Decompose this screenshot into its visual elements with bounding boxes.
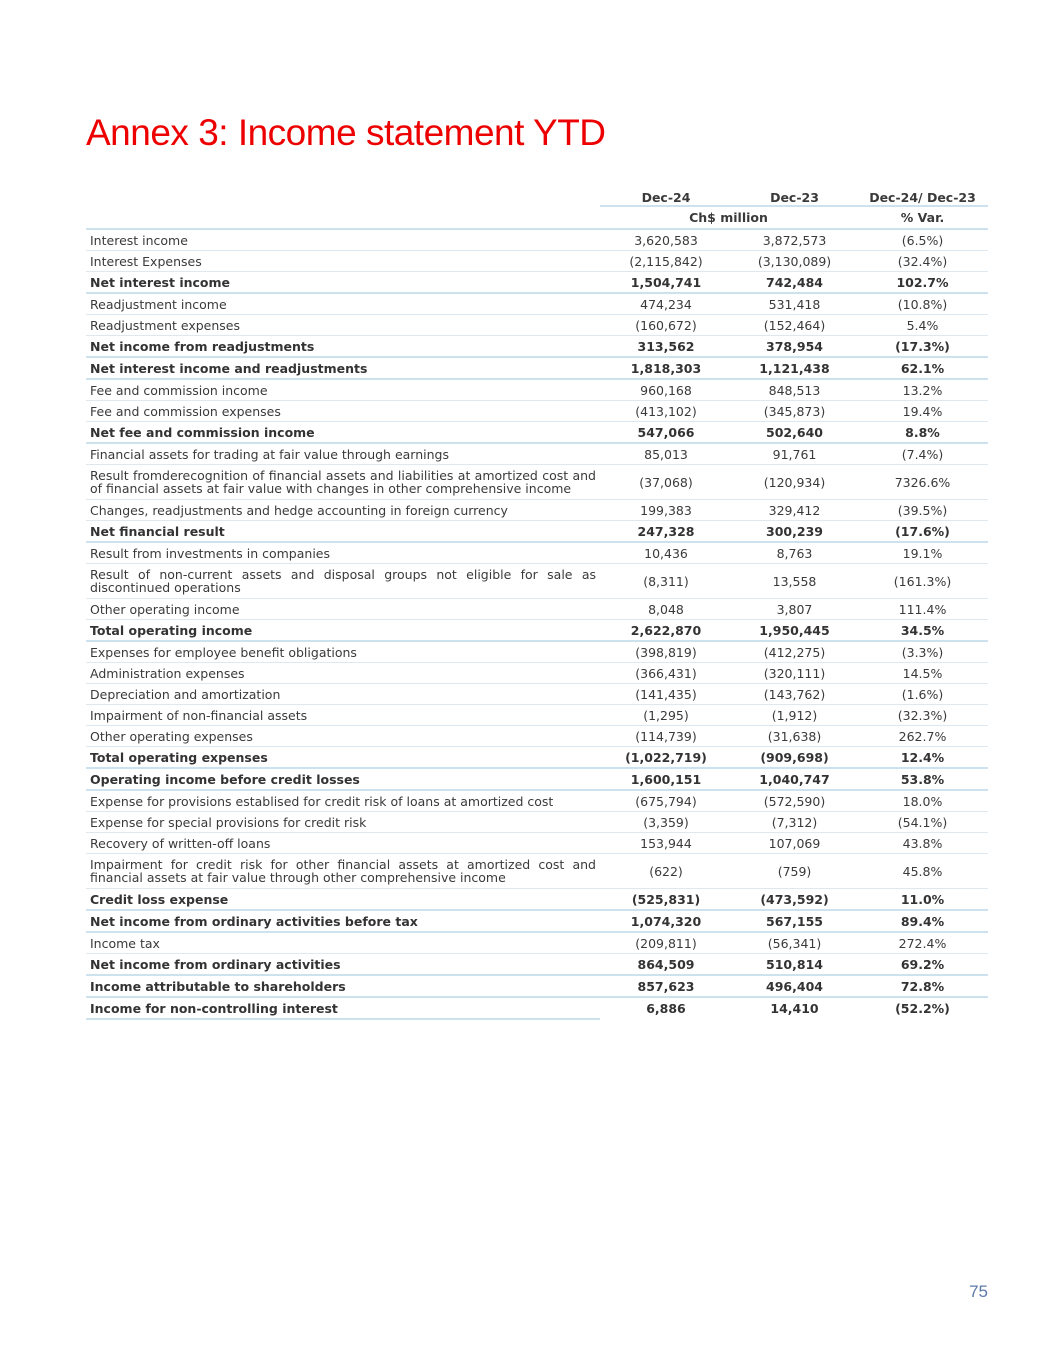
- row-value-dec23: 1,121,438: [732, 357, 857, 379]
- table-row: [86, 954, 988, 976]
- row-value-var: (32.4%): [857, 251, 988, 272]
- row-value-var: (10.8%): [857, 293, 988, 315]
- row-value-var: 12.4%: [857, 747, 988, 769]
- row-value-dec23: (152,464): [732, 315, 857, 336]
- unit-header-row: [86, 206, 988, 229]
- table-row: [86, 768, 988, 790]
- unit-blank-cell: [86, 206, 600, 229]
- row-value-dec23: (31,638): [732, 726, 857, 747]
- row-label: Net income from ordinary activities before tax: [86, 910, 600, 932]
- row-label: Result from investments in companies: [86, 542, 600, 564]
- table-row: [86, 401, 988, 422]
- row-value-dec24: 1,504,741: [600, 272, 732, 294]
- row-label: Income attributable to shareholders: [86, 975, 600, 997]
- row-value-dec24: 8,048: [600, 599, 732, 620]
- row-label: Income tax: [86, 932, 600, 954]
- row-label: Readjustment income: [86, 293, 600, 315]
- row-label: Financial assets for trading at fair value through earnings: [86, 443, 600, 465]
- table-row: [86, 443, 988, 465]
- table-row: [86, 357, 988, 379]
- row-value-var: 69.2%: [857, 954, 988, 976]
- header-dec24: Dec-24: [600, 184, 732, 206]
- row-value-dec24: 85,013: [600, 443, 732, 465]
- table-row: [86, 975, 988, 997]
- row-value-dec24: (160,672): [600, 315, 732, 336]
- row-value-dec24: 547,066: [600, 422, 732, 444]
- row-value-dec23: 13,558: [732, 564, 857, 599]
- row-value-dec24: 1,818,303: [600, 357, 732, 379]
- row-value-var: 7326.6%: [857, 465, 988, 500]
- row-value-var: 11.0%: [857, 889, 988, 911]
- row-value-dec23: (1,912): [732, 705, 857, 726]
- row-value-dec24: (413,102): [600, 401, 732, 422]
- row-label: Operating income before credit losses: [86, 768, 600, 790]
- row-value-dec24: 1,600,151: [600, 768, 732, 790]
- row-label: Net income from readjustments: [86, 336, 600, 358]
- row-value-dec24: (525,831): [600, 889, 732, 911]
- row-value-dec24: (675,794): [600, 790, 732, 812]
- row-value-dec24: 6,886: [646, 1000, 686, 1016]
- table-row: [86, 251, 988, 272]
- row-value-var: 111.4%: [857, 599, 988, 620]
- table-row: [86, 500, 988, 521]
- row-value-var: (32.3%): [857, 705, 988, 726]
- row-label: Credit loss expense: [86, 889, 600, 911]
- row-value-var: 34.5%: [857, 620, 988, 642]
- row-value-dec24: 1,074,320: [600, 910, 732, 932]
- row-value-var: 13.2%: [857, 379, 988, 401]
- row-value-dec24: (2,115,842): [600, 251, 732, 272]
- row-value-var: (161.3%): [857, 564, 988, 599]
- table-row: [86, 229, 988, 251]
- unit-amount: Ch$ million: [600, 206, 857, 229]
- row-value-dec24: 857,623: [600, 975, 732, 997]
- row-value-dec24: 960,168: [600, 379, 732, 401]
- row-value-dec24: (8,311): [600, 564, 732, 599]
- row-value-dec23: 1,950,445: [732, 620, 857, 642]
- row-value-var: (54.1%): [857, 812, 988, 833]
- row-value-var: (17.6%): [857, 521, 988, 543]
- row-value-var: 89.4%: [857, 910, 988, 932]
- row-value-dec23: 3,807: [732, 599, 857, 620]
- table-row: [86, 336, 988, 358]
- header-var: Dec-24/ Dec-23: [857, 184, 988, 206]
- row-value-dec23: 14,410: [770, 1000, 819, 1016]
- row-label: Net interest income: [86, 272, 600, 294]
- row-value-dec24: 153,944: [600, 833, 732, 854]
- row-label: Net financial result: [86, 521, 600, 543]
- row-value-var: 43.8%: [857, 833, 988, 854]
- page-number: 75: [969, 1282, 988, 1301]
- row-value-dec23: (56,341): [732, 932, 857, 954]
- row-value-dec23: (572,590): [732, 790, 857, 812]
- table-row: [86, 272, 988, 294]
- row-value-var: 8.8%: [857, 422, 988, 444]
- table-row: [86, 379, 988, 401]
- row-value-dec24: 10,436: [600, 542, 732, 564]
- table-row: [86, 747, 988, 769]
- row-label: Net income from ordinary activities: [86, 954, 600, 976]
- table-row: [86, 932, 988, 954]
- row-value-dec24: (398,819): [600, 641, 732, 663]
- row-label: Fee and commission income: [86, 379, 600, 401]
- row-value-dec23: 531,418: [732, 293, 857, 315]
- table-row: [86, 705, 988, 726]
- row-value-dec24: (366,431): [600, 663, 732, 684]
- table-row: [86, 833, 988, 854]
- row-value-dec24: 474,234: [600, 293, 732, 315]
- row-value-dec23: (120,934): [732, 465, 857, 500]
- row-label: Expense for special provisions for credit risk: [86, 812, 600, 833]
- row-value-dec23: 300,239: [732, 521, 857, 543]
- income-statement-table: [86, 184, 988, 1020]
- row-value-dec23: (143,762): [732, 684, 857, 705]
- table-row: [86, 854, 988, 889]
- row-label: Changes, readjustments and hedge accounting in foreign currency: [86, 500, 600, 521]
- row-value-var: 45.8%: [857, 854, 988, 889]
- row-label: Fee and commission expenses: [86, 401, 600, 422]
- table-row: [86, 521, 988, 543]
- row-value-dec24: (1,022,719): [600, 747, 732, 769]
- row-value-dec24: 864,509: [600, 954, 732, 976]
- table-row: [86, 315, 988, 336]
- row-label: Administration expenses: [86, 663, 600, 684]
- row-value-var: (7.4%): [857, 443, 988, 465]
- row-value-var: (6.5%): [857, 229, 988, 251]
- row-value-var: (17.3%): [857, 336, 988, 358]
- row-label: Recovery of written-off loans: [86, 833, 600, 854]
- row-value-dec24: (37,068): [600, 465, 732, 500]
- row-label: Interest income: [86, 229, 600, 251]
- row-value-var: (52.2%): [895, 1000, 950, 1016]
- row-value-dec24: 199,383: [600, 500, 732, 521]
- row-value-dec24: 3,620,583: [600, 229, 732, 251]
- row-value-dec24: 247,328: [600, 521, 732, 543]
- row-value-dec23: (412,275): [732, 641, 857, 663]
- row-value-dec24: (209,811): [600, 932, 732, 954]
- row-value-var: 262.7%: [857, 726, 988, 747]
- row-value-dec23: 496,404: [732, 975, 857, 997]
- row-value-dec23: (759): [732, 854, 857, 889]
- row-value-dec23: 329,412: [732, 500, 857, 521]
- row-value-var: 53.8%: [857, 768, 988, 790]
- table-row: [86, 812, 988, 833]
- row-value-dec24: 313,562: [600, 336, 732, 358]
- row-value-var: 19.1%: [857, 542, 988, 564]
- table-row: [86, 293, 988, 315]
- row-value-dec23: 107,069: [732, 833, 857, 854]
- row-value-dec23: 8,763: [732, 542, 857, 564]
- row-label: Net interest income and readjustments: [86, 357, 600, 379]
- row-value-var: 72.8%: [857, 975, 988, 997]
- row-value-var: (1.6%): [857, 684, 988, 705]
- table-row: [86, 465, 988, 500]
- row-label: Expenses for employee benefit obligations: [86, 641, 600, 663]
- unit-var: % Var.: [857, 206, 988, 229]
- header-blank-cell: [86, 184, 600, 206]
- row-value-dec24: (3,359): [600, 812, 732, 833]
- row-value-dec23: (3,130,089): [732, 251, 857, 272]
- row-value-dec23: (345,873): [732, 401, 857, 422]
- row-label: Other operating expenses: [86, 726, 600, 747]
- row-label: Other operating income: [86, 599, 600, 620]
- row-value-var: (39.5%): [857, 500, 988, 521]
- row-label: Impairment of non-financial assets: [86, 705, 600, 726]
- row-value-dec24: (1,295): [600, 705, 732, 726]
- row-value-dec23: (473,592): [732, 889, 857, 911]
- table-row: [86, 997, 988, 1019]
- header-dec23: Dec-23: [732, 184, 857, 206]
- row-label: Income for non-controlling interest: [86, 997, 600, 1019]
- table-row: [86, 910, 988, 932]
- row-value-dec23: 742,484: [732, 272, 857, 294]
- row-label: Result fromderecognition of financial assets and liabilities at amortized cost and of financial assets at fair value with changes in other comprehensive income: [86, 465, 600, 500]
- row-value-dec23: 378,954: [732, 336, 857, 358]
- row-value-var: 102.7%: [857, 272, 988, 294]
- row-value-dec24: 2,622,870: [600, 620, 732, 642]
- table-row: [86, 726, 988, 747]
- column-header-row: [86, 184, 988, 206]
- table-row: [86, 542, 988, 564]
- row-value-var: 5.4%: [857, 315, 988, 336]
- row-label: Impairment for credit risk for other financial assets at amortized cost and financial assets at fair value through other comprehensive income: [86, 854, 600, 889]
- row-value-dec23: 91,761: [732, 443, 857, 465]
- row-value-dec23: 1,040,747: [732, 768, 857, 790]
- table-row: [86, 790, 988, 812]
- table-row: [86, 663, 988, 684]
- table-row: [86, 422, 988, 444]
- page-title: Annex 3: Income statement YTD: [86, 112, 606, 153]
- row-label: Readjustment expenses: [86, 315, 600, 336]
- row-label: Interest Expenses: [86, 251, 600, 272]
- row-value-dec23: (7,312): [732, 812, 857, 833]
- row-value-var: (3.3%): [857, 641, 988, 663]
- row-label: Net fee and commission income: [86, 422, 600, 444]
- row-value-var: 18.0%: [857, 790, 988, 812]
- table-row: [86, 889, 988, 911]
- row-label: Total operating expenses: [86, 747, 600, 769]
- row-value-dec23: 567,155: [732, 910, 857, 932]
- row-label: Total operating income: [86, 620, 600, 642]
- row-label: Expense for provisions establised for credit risk of loans at amortized cost: [86, 790, 600, 812]
- table-row: [86, 599, 988, 620]
- table-row: [86, 564, 988, 599]
- row-value-var: 272.4%: [857, 932, 988, 954]
- row-value-dec23: 502,640: [732, 422, 857, 444]
- table-row: [86, 684, 988, 705]
- row-value-dec24: (622): [600, 854, 732, 889]
- row-label: Result of non-current assets and disposal groups not eligible for sale as discontinued operations: [86, 564, 600, 599]
- row-value-dec23: 848,513: [732, 379, 857, 401]
- row-value-var: 62.1%: [857, 357, 988, 379]
- row-value-dec23: (909,698): [732, 747, 857, 769]
- table-row: [86, 641, 988, 663]
- table-row: [86, 620, 988, 642]
- row-value-dec23: 510,814: [732, 954, 857, 976]
- row-label: Depreciation and amortization: [86, 684, 600, 705]
- row-value-dec23: (320,111): [732, 663, 857, 684]
- row-value-dec24: (141,435): [600, 684, 732, 705]
- row-value-var: 14.5%: [857, 663, 988, 684]
- row-value-var: 19.4%: [857, 401, 988, 422]
- row-value-dec24: (114,739): [600, 726, 732, 747]
- row-value-dec23: 3,872,573: [732, 229, 857, 251]
